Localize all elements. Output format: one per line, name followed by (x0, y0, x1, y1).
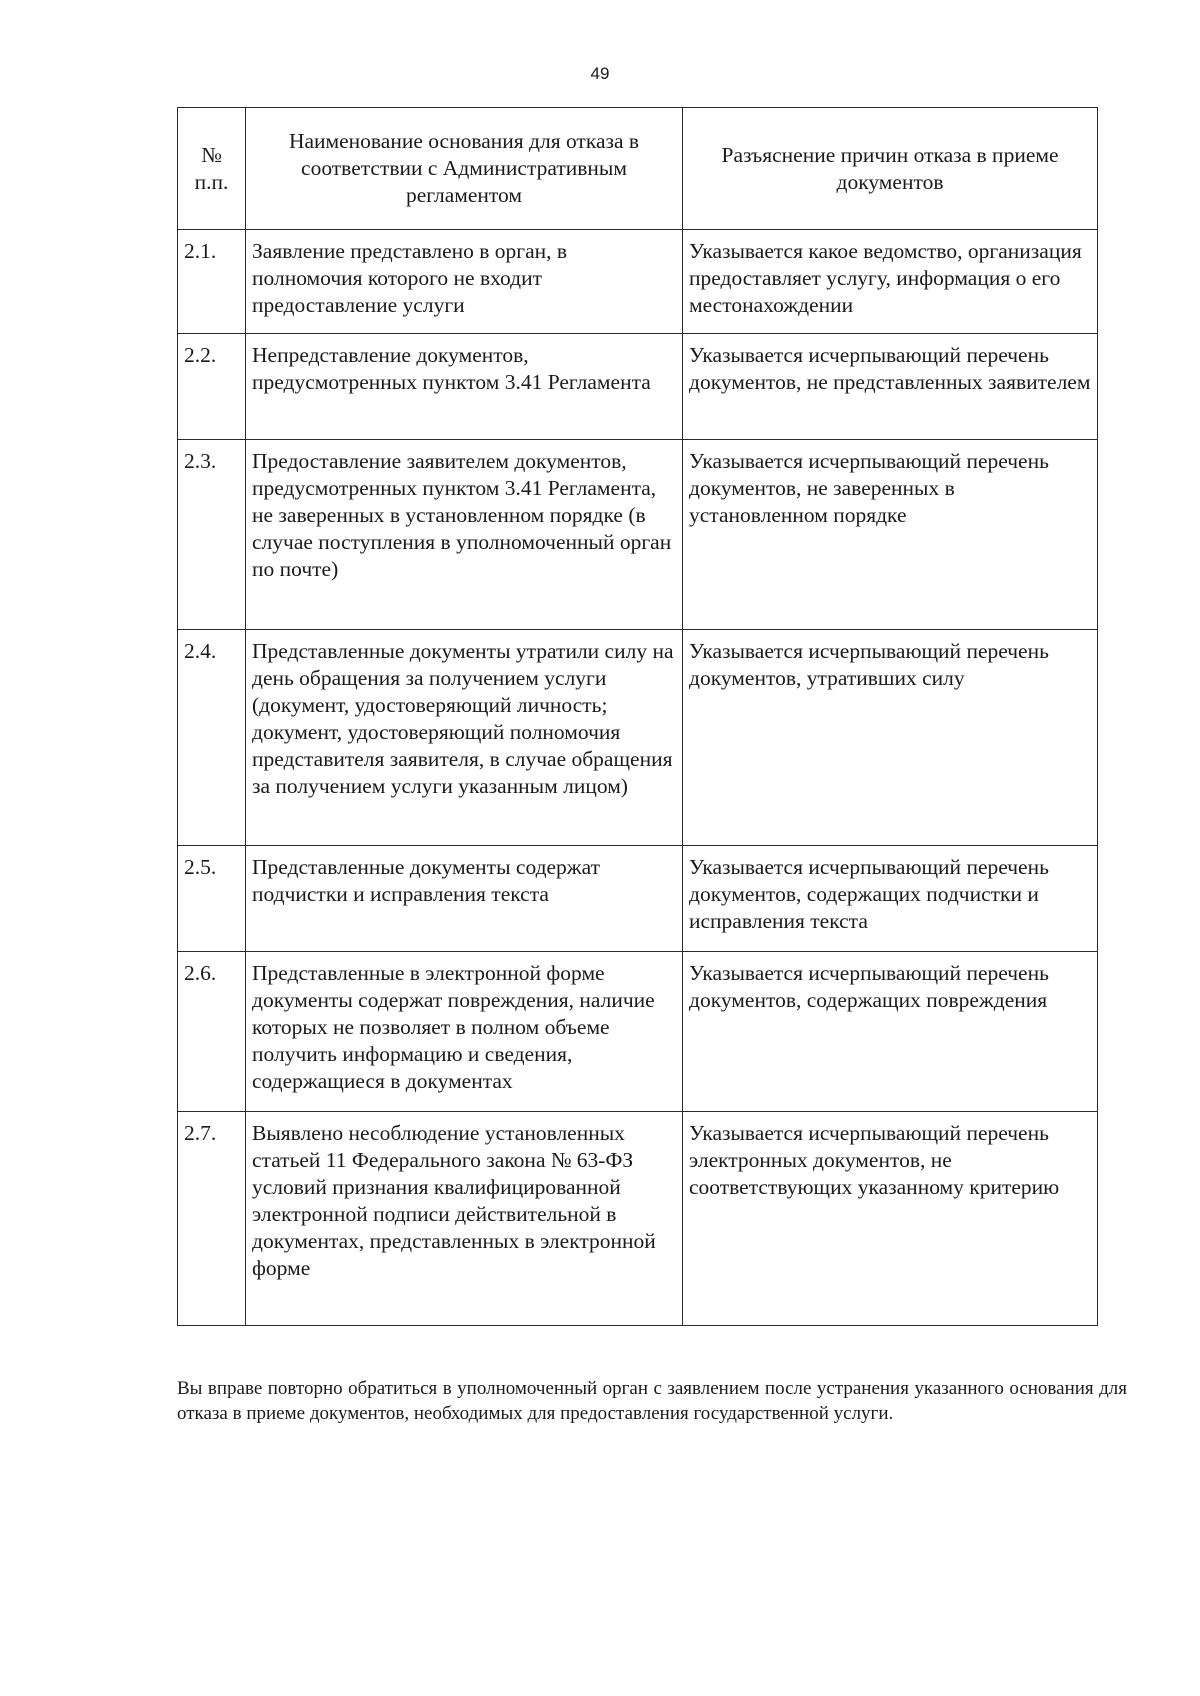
table-row (178, 230, 1098, 334)
row-number: 2.2. (178, 334, 246, 440)
table-header-row (178, 108, 1098, 230)
refusal-reason: Представленные документы утратили силу на день обращения за получением услуги (документ, удостоверяющий личность; документ, удостоверяющий полномочия представителя заявителя, в случае обращения за получением услуги указанным лицом) (246, 630, 683, 846)
table-row (178, 334, 1098, 440)
row-number: 2.5. (178, 846, 246, 952)
refusal-reason: Предоставление заявителем документов, предусмотренных пунктом 3.41 Регламента, не заверенных в установленном порядке (в случае поступления в уполномоченный орган по почте) (246, 440, 683, 630)
refusal-explanation: Указывается исчерпывающий перечень документов, утративших силу (683, 630, 1098, 846)
refusal-reason: Заявление представлено в орган, в полномочия которого не входит предоставление услуги (246, 230, 683, 334)
refusal-explanation: Указывается исчерпывающий перечень документов, содержащих повреждения (683, 952, 1098, 1112)
table-row (178, 846, 1098, 952)
refusal-reason: Непредставление документов, предусмотренных пунктом 3.41 Регламента (246, 334, 683, 440)
refusal-reason: Представленные в электронной форме документы содержат повреждения, наличие которых не позволяет в полном объеме получить информацию и сведения, содержащиеся в документах (246, 952, 683, 1112)
header-num: № п.п. (178, 108, 246, 230)
table-row (178, 440, 1098, 630)
refusal-explanation: Указывается исчерпывающий перечень документов, не заверенных в установленном порядке (683, 440, 1098, 630)
refusal-explanation: Указывается какое ведомство, организация предоставляет услугу, информация о его местонахождении (683, 230, 1098, 334)
refusal-explanation: Указывается исчерпывающий перечень документов, содержащих подчистки и исправления текста (683, 846, 1098, 952)
table-row (178, 630, 1098, 846)
page-number: 49 (590, 64, 610, 83)
row-number: 2.1. (178, 230, 246, 334)
footer-note: Вы вправе повторно обратиться в уполномоченный орган с заявлением после устранения указанного основания для отказа в приеме документов, необходимых для предоставления государственной услуги. (177, 1378, 1127, 1424)
row-number: 2.6. (178, 952, 246, 1112)
refusal-reason: Представленные документы содержат подчистки и исправления текста (246, 846, 683, 952)
refusal-reasons-table (177, 107, 1098, 1326)
row-number: 2.7. (178, 1112, 246, 1326)
row-number: 2.3. (178, 440, 246, 630)
header-reason: Наименование основания для отказа в соответствии с Административным регламентом (246, 108, 683, 230)
refusal-explanation: Указывается исчерпывающий перечень электронных документов, не соответствующих указанному критерию (683, 1112, 1098, 1326)
header-explanation: Разъяснение причин отказа в приеме документов (683, 108, 1098, 230)
row-number: 2.4. (178, 630, 246, 846)
refusal-reason: Выявлено несоблюдение установленных статьей 11 Федерального закона № 63-ФЗ условий признания квалифицированной электронной подписи действительной в документах, представленных в электронной форме (246, 1112, 683, 1326)
table-row (178, 1112, 1098, 1326)
refusal-explanation: Указывается исчерпывающий перечень документов, не представленных заявителем (683, 334, 1098, 440)
table-row (178, 952, 1098, 1112)
